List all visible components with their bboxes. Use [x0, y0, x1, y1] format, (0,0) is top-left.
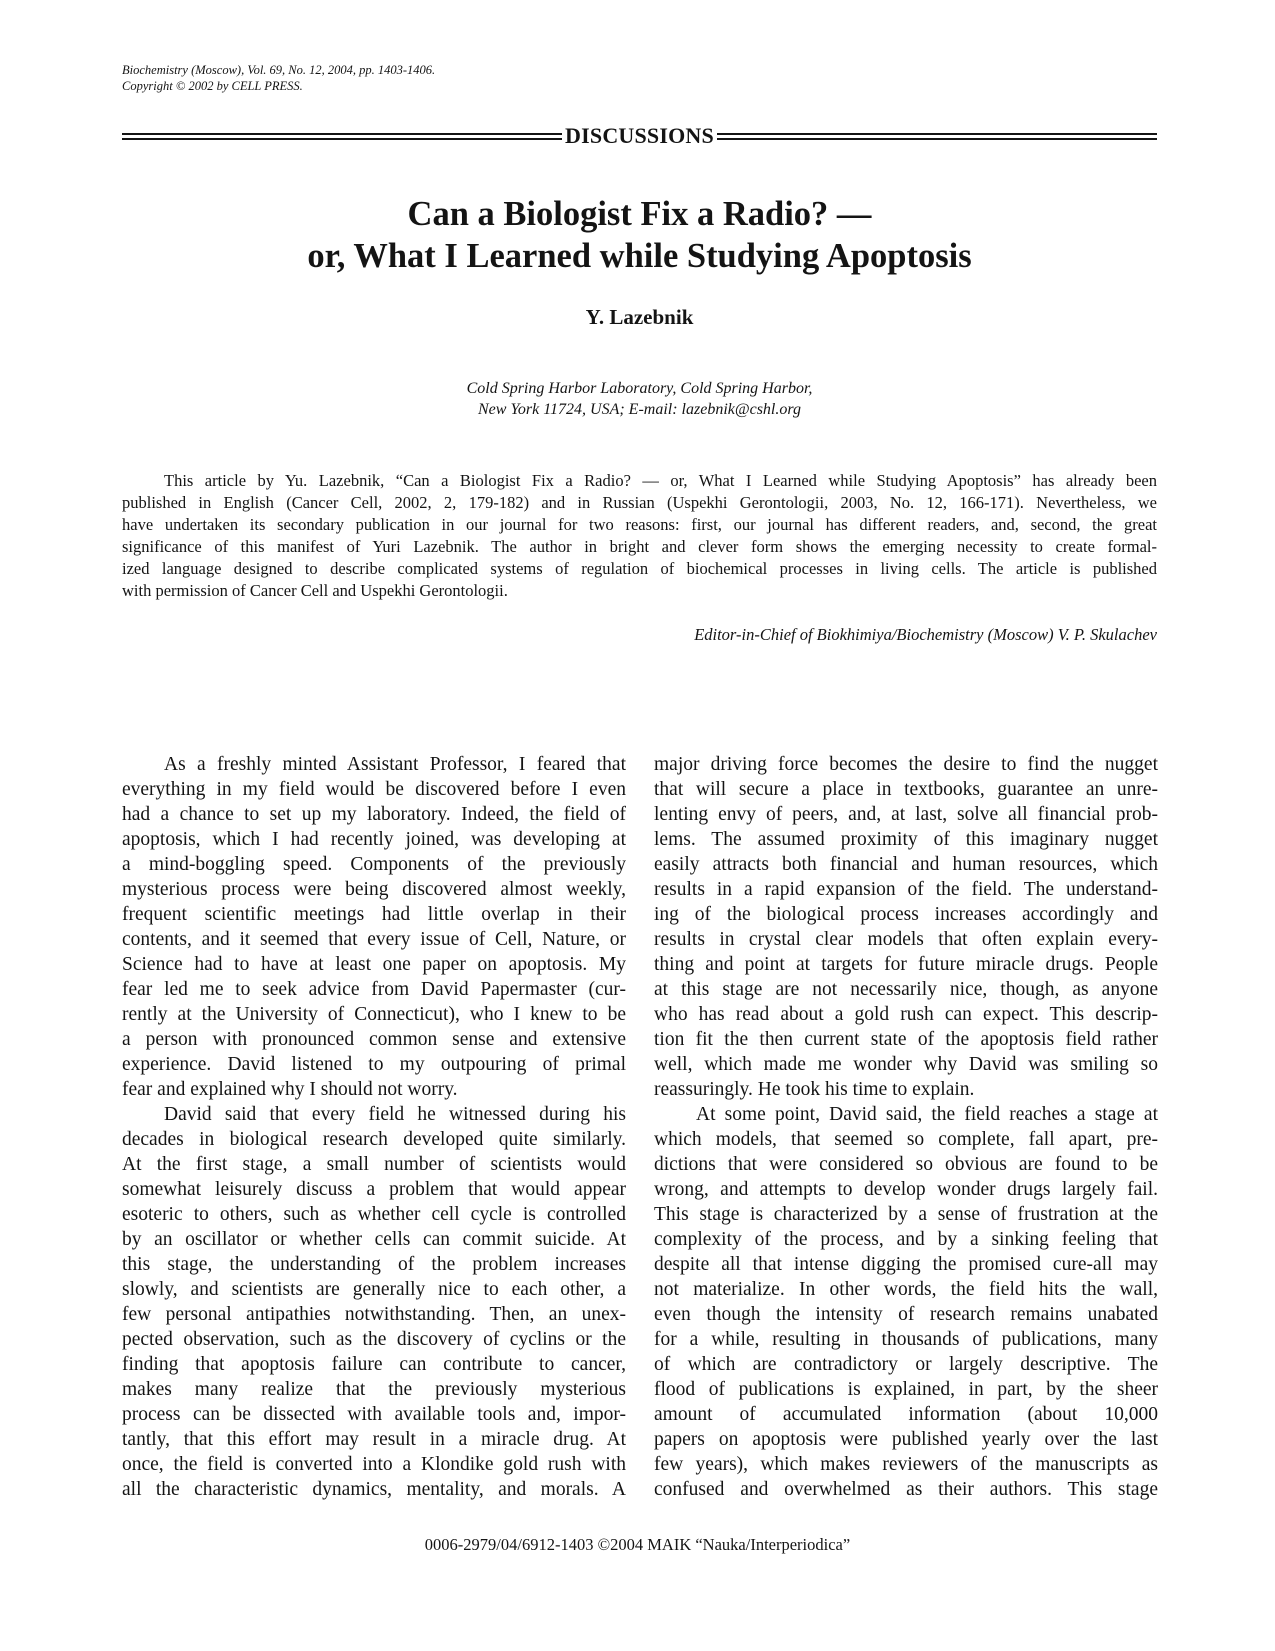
body-text-line: lenting envy of peers, and, at last, solve all financial prob-	[654, 804, 1158, 825]
body-text-line: pected observation, such as the discovery of cyclins or the	[122, 1329, 626, 1350]
article-title	[122, 193, 1157, 277]
body-text-line: lems. The assumed proximity of this imaginary nugget	[654, 829, 1158, 850]
journal-citation: Biochemistry (Moscow), Vol. 69, No. 12, 2004, pp. 1403-1406.	[122, 63, 436, 77]
body-text-line: tion fit the then current state of the apoptosis field rather	[654, 1029, 1158, 1050]
body-text-line: apoptosis, which I had recently joined, was developing at	[122, 829, 626, 850]
body-text-line: dictions that were considered so obvious are found to be	[654, 1154, 1158, 1175]
journal-copyright: Copyright © 2002 by CELL PRESS.	[122, 79, 303, 93]
body-text-line: thing and point at targets for future miracle drugs. People	[654, 954, 1158, 975]
body-text-line: papers on apoptosis were published yearly over the last	[654, 1429, 1158, 1450]
editor-note-line: significance of this manifest of Yuri Lazebnik. The author in bright and clever form shows the emerging necessity to create formal-	[122, 537, 1157, 556]
body-text-line: this stage, the understanding of the problem increases	[122, 1254, 626, 1275]
body-text-line: This stage is characterized by a sense of frustration at the	[654, 1204, 1158, 1225]
editor-signature: Editor-in-Chief of Biokhimiya/Biochemistry (Moscow) V. P. Skulachev	[694, 625, 1157, 644]
body-text-line: by an oscillator or whether cells can commit suicide. At	[122, 1229, 626, 1250]
body-text-line: everything in my field would be discovered before I even	[122, 779, 626, 800]
body-text-line: a mind-boggling speed. Components of the previously	[122, 854, 626, 875]
body-text-line: complexity of the process, and by a sinking feeling that	[654, 1229, 1158, 1250]
body-text-line: process can be dissected with available tools and, impor-	[122, 1404, 626, 1425]
body-text-line: confused and overwhelmed as their authors. This stage	[654, 1479, 1158, 1500]
editor-note-line: published in English (Cancer Cell, 2002, 2, 179-182) and in Russian (Uspekhi Gerontologii, 2003, No. 12, 166-171). Nevertheless, we	[122, 493, 1157, 512]
body-text-line: slowly, and scientists are generally nice to each other, a	[122, 1279, 626, 1300]
body-text-line: results in crystal clear models that often explain every-	[654, 929, 1158, 950]
section-label: DISCUSSIONS	[565, 123, 714, 148]
body-text-line: At some point, David said, the field reaches a stage at	[696, 1104, 1158, 1125]
body-text-line: who has read about a gold rush can expect. This descrip-	[654, 1004, 1158, 1025]
page-footer: 0006-2979/04/6912-1403 ©2004 MAIK “Nauka/Interperiodica”	[424, 1535, 851, 1554]
body-text-line: amount of accumulated information (about 10,000	[654, 1404, 1158, 1425]
body-text-line: Science had to have at least one paper on apoptosis. My	[122, 954, 626, 975]
body-text-line: all the characteristic dynamics, mentality, and morals. A	[122, 1479, 626, 1500]
body-text-line: fear led me to seek advice from David Papermaster (cur-	[122, 979, 626, 1000]
body-text-line: esoteric to others, such as whether cell cycle is controlled	[122, 1204, 626, 1225]
body-text-line: reassuringly. He took his time to explain.	[654, 1079, 975, 1100]
body-text-line: which models, that seemed so complete, fall apart, pre-	[654, 1129, 1158, 1150]
body-text-line: David said that every field he witnessed during his	[164, 1104, 626, 1125]
body-text-line: well, which made me wonder why David was smiling so	[654, 1054, 1158, 1075]
body-text-line: had a chance to set up my laboratory. Indeed, the field of	[122, 804, 626, 825]
title-line-1: Can a Biologist Fix a Radio? —	[407, 195, 872, 233]
body-text-line: rently at the University of Connecticut), who I knew to be	[122, 1004, 626, 1025]
section-banner	[122, 124, 1157, 148]
editor-note-line: have undertaken its secondary publication in our journal for two reasons: first, our journal has different readers, and, second, the great	[122, 515, 1157, 534]
section-rule-left	[122, 133, 562, 140]
body-text-line: few personal antipathies notwithstanding. Then, an unex-	[122, 1304, 626, 1325]
section-rule-right	[717, 133, 1157, 140]
body-text-line: despite all that intense digging the promised cure-all may	[654, 1254, 1158, 1275]
affiliation	[122, 378, 1157, 420]
body-text-line: results in a rapid expansion of the field. The understand-	[654, 879, 1158, 900]
editor-note-line: This article by Yu. Lazebnik, “Can a Biologist Fix a Radio? — or, What I Learned while Studying Apoptosis” has already been	[164, 471, 1157, 490]
body-column-left	[122, 752, 626, 1502]
body-text-line: even though the intensity of research remains unabated	[654, 1304, 1158, 1325]
editor-note-line: ized language designed to describe complicated systems of regulation of biochemical processes in living cells. The article is published	[122, 559, 1157, 578]
body-text-line: mysterious process were being discovered almost weekly,	[122, 879, 626, 900]
body-text-line: tantly, that this effort may result in a miracle drug. At	[122, 1429, 626, 1450]
body-text-line: contents, and it seemed that every issue of Cell, Nature, or	[122, 929, 626, 950]
body-text-line: experience. David listened to my outpouring of primal	[122, 1054, 626, 1075]
body-text-line: flood of publications is explained, in part, by the sheer	[654, 1379, 1158, 1400]
body-text-line: wrong, and attempts to develop wonder drugs largely fail.	[654, 1179, 1158, 1200]
author-name: Y. Lazebnik	[585, 305, 694, 329]
body-text-line: once, the field is converted into a Klondike gold rush with	[122, 1454, 626, 1475]
journal-header	[122, 62, 435, 94]
body-text-line: frequent scientific meetings had little overlap in their	[122, 904, 626, 925]
editor-note-line: with permission of Cancer Cell and Uspekhi Gerontologii.	[122, 581, 508, 600]
body-text-line: for a while, resulting in thousands of publications, many	[654, 1329, 1158, 1350]
body-text-line: ing of the biological process increases accordingly and	[654, 904, 1158, 925]
body-text-line: a person with pronounced common sense and extensive	[122, 1029, 626, 1050]
body-text-line: finding that apoptosis failure can contribute to cancer,	[122, 1354, 626, 1375]
body-text-line: not materialize. In other words, the field hits the wall,	[654, 1279, 1158, 1300]
body-text-line: of which are contradictory or largely descriptive. The	[654, 1354, 1158, 1375]
body-text-line: few years), which makes reviewers of the manuscripts as	[654, 1454, 1158, 1475]
body-text-line: fear and explained why I should not worry.	[122, 1079, 458, 1100]
body-text-line: somewhat leisurely discuss a problem that would appear	[122, 1179, 626, 1200]
body-text-line: makes many realize that the previously mysterious	[122, 1379, 626, 1400]
body-text-line: major driving force becomes the desire to find the nugget	[654, 754, 1158, 775]
body-text-line: At the first stage, a small number of scientists would	[122, 1154, 626, 1175]
body-text-line: easily attracts both financial and human resources, which	[654, 854, 1158, 875]
title-line-2: or, What I Learned while Studying Apoptosis	[307, 237, 972, 275]
affiliation-line-2: New York 11724, USA; E-mail: lazebnik@cshl.org	[478, 401, 801, 418]
body-text-line: at this stage are not necessarily nice, though, as anyone	[654, 979, 1158, 1000]
affiliation-line-1: Cold Spring Harbor Laboratory, Cold Spring Harbor,	[466, 380, 813, 397]
editor-note	[122, 470, 1157, 602]
body-text-line: that will secure a place in textbooks, guarantee an unre-	[654, 779, 1158, 800]
body-text-line: decades in biological research developed quite similarly.	[122, 1129, 626, 1150]
body-column-right	[654, 752, 1158, 1502]
body-text-line: As a freshly minted Assistant Professor, I feared that	[164, 754, 626, 775]
